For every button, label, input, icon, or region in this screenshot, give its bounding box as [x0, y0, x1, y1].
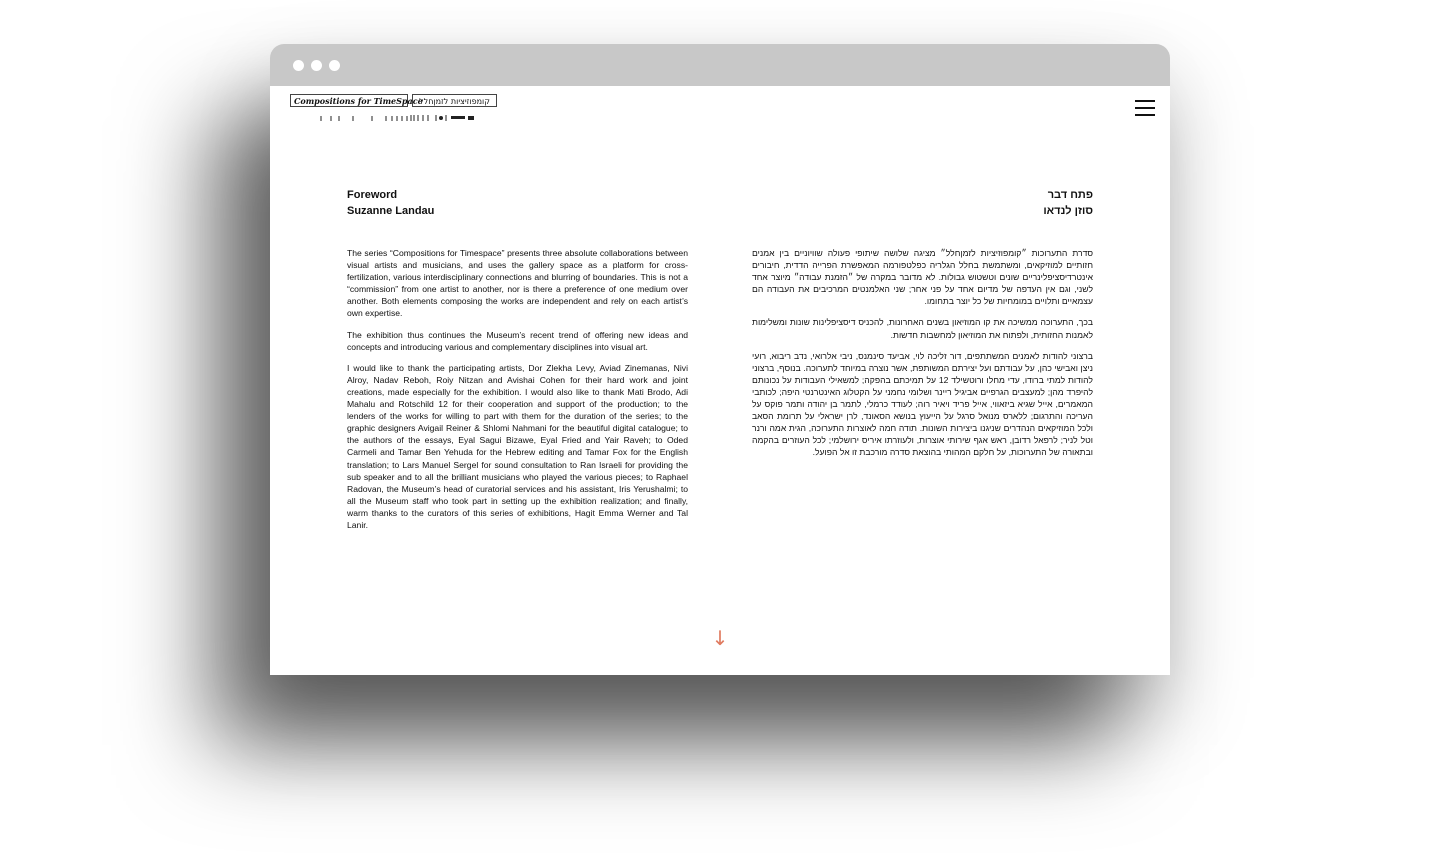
window-close-dot[interactable] — [293, 60, 304, 71]
scroll-down-arrow-icon[interactable]: ↓ — [711, 626, 729, 650]
logo-english[interactable]: Compositions for TimeSpace — [290, 94, 408, 107]
logo-hebrew[interactable]: קומפוזיציות לזמןחלל — [412, 94, 497, 107]
paragraph: The series “Compositions for Timespace” presents three absolute collaborations between visual artists and musicians, and uses the gallery space as a platform for cross-fertilization, various interdisciplinary connections and blurring of boundaries. This is not a “commission” from one artist to another, nor is there a preference of one medium over another. Both elements composing the works are independent and rely on each artist’s own expertise. — [347, 248, 688, 319]
foreword-english-column — [347, 187, 688, 540]
window-maximize-dot[interactable] — [329, 60, 340, 71]
foreword-title-hebrew: פתח דבר — [1047, 189, 1093, 201]
foreword-author: Suzanne Landau — [347, 205, 435, 217]
paragraph: סדרת התערוכות ״קומפוזיציות לזמןחלל״ מציגה שלושה שיתופי פעולה שוויוניים בין אמנים חזותיים למוזיקאים, ומשתמשת בחלל הגלריה כפלטפורמה המאפשרת הפרייה הדדית, חיבורים אינטרדיסציפלינריים שונים וטשטוש גבולות. לא מדובר במקרה של ״הזמנת עבודה״ מיוצר אחד לשני, וגם אין העדפה של מדיום אחד על פני אחר; שני האלמנטים המרכיבים את העבודה הם עצמאיים ותלויים במומחיות של כל יוצר בתחומו. — [752, 248, 1093, 307]
foreword-body-english — [347, 247, 688, 531]
window-titlebar — [270, 44, 1170, 86]
logo-timeline-icon — [320, 114, 480, 122]
paragraph: The exhibition thus continues the Museum’s recent trend of offering new ideas and concepts and introducing various and complementary disciplines into visual art. — [347, 329, 688, 352]
site-page — [270, 86, 1170, 675]
browser-window — [270, 44, 1170, 675]
paragraph: בכך, התערוכה ממשיכה את קו המוזיאון בשנים האחרונות, להכניס דיסציפלינות שונות ומשלימות לאמנות החזותית, ולפתוח את המוזיאון למחשבות חדשות. — [752, 317, 1093, 340]
window-minimize-dot[interactable] — [311, 60, 322, 71]
paragraph: I would like to thank the participating artists, Dor Zlekha Levy, Aviad Zinemanas, Nivi Alroy, Nadav Reboh, Roiy Nitzan and Avishai Cohen for their hard work and joint creations, made especially for the exhibition. I would also like to thank Mati Brodo, Adi Mahalu and Rotschild 12 for their cooperation and support of the production; to the lenders of the works for willing to part with them for the duration of the series; to the graphic designers Avigail Reiner & Shlomi Nahmani for the beautiful digital catalogue; to the authors of the essays, Eyal Sagui Bizawe, Eyal Fried and Yair Raveh; to Oded Carmeli and Tamar Ben Yehuda for the Hebrew editing and Tamar Fox for the English translation; to Lars Manuel Sergel for sound consultation to Ran Israeli for providing the sub speaker and to all the brilliant musicians who played the various pieces; to Raphael Radovan, the Museum’s head of curatorial services and his assistant, Iris Yerushalmi; to all the Museum staff who took part in setting up the exhibition realization; and finally, warm thanks to the curators of this series of exhibitions, Hagit Emma Werner and Tal Lanir. — [347, 362, 688, 530]
foreword-hebrew-column — [752, 187, 1093, 468]
paragraph: ברצוני להודות לאמנים המשתתפים, דור זליכה לוי, אביעד סינמנס, ניבי אלרואי, נדב ריבוא, רועי ניצן ואבישי כהן, על עבודתם ועל יצירתם המשותפת, אשר נוצרה במיוחד לתערוכה. בנוסף, ברצוני להודות למתי ברודו, עדי מחלו ורוטשילד 12 על תמיכתם בהפקה; למשאילי העבודות על נכונותם להיפרד מהן; למעצבים הגרפיים אביגיל ריינר ושלומי נחמני על הקטלוג האינטרנטי היפה; לכותבי המאמרים, אייל שגיא ביזאווי, אייל פריד ויאיר רוה; לעודד כרמלי, לתמר בן יהודה ותמר פוקס על העריכה והתרגום; ללארס מנואל סרגל על הייעוץ בנושא הסאונד, לרן ישראלי על תרומת הסאב ולכל המוזיקאים הנהדרים שניגנו ביצירות השונות. תודה חמה לאוצרות התערוכה, הגית אמה ורנר וטל לניר; לרפאל רדובן, ראש אגף שירותי אוצרות, ולעוזרתו איריס ירושלמי; לכל העוזרים בהקמה ובתאורה של התערוכות, על חלקם המהותי בהוצאת סדרה מורכבת זו אל הפועל. — [752, 350, 1093, 458]
foreword-title: Foreword — [347, 189, 398, 201]
foreword-body-hebrew — [752, 247, 1093, 459]
hamburger-menu-icon[interactable] — [1135, 100, 1155, 116]
foreword-author-hebrew: סוזן לנדאו — [1043, 205, 1093, 217]
